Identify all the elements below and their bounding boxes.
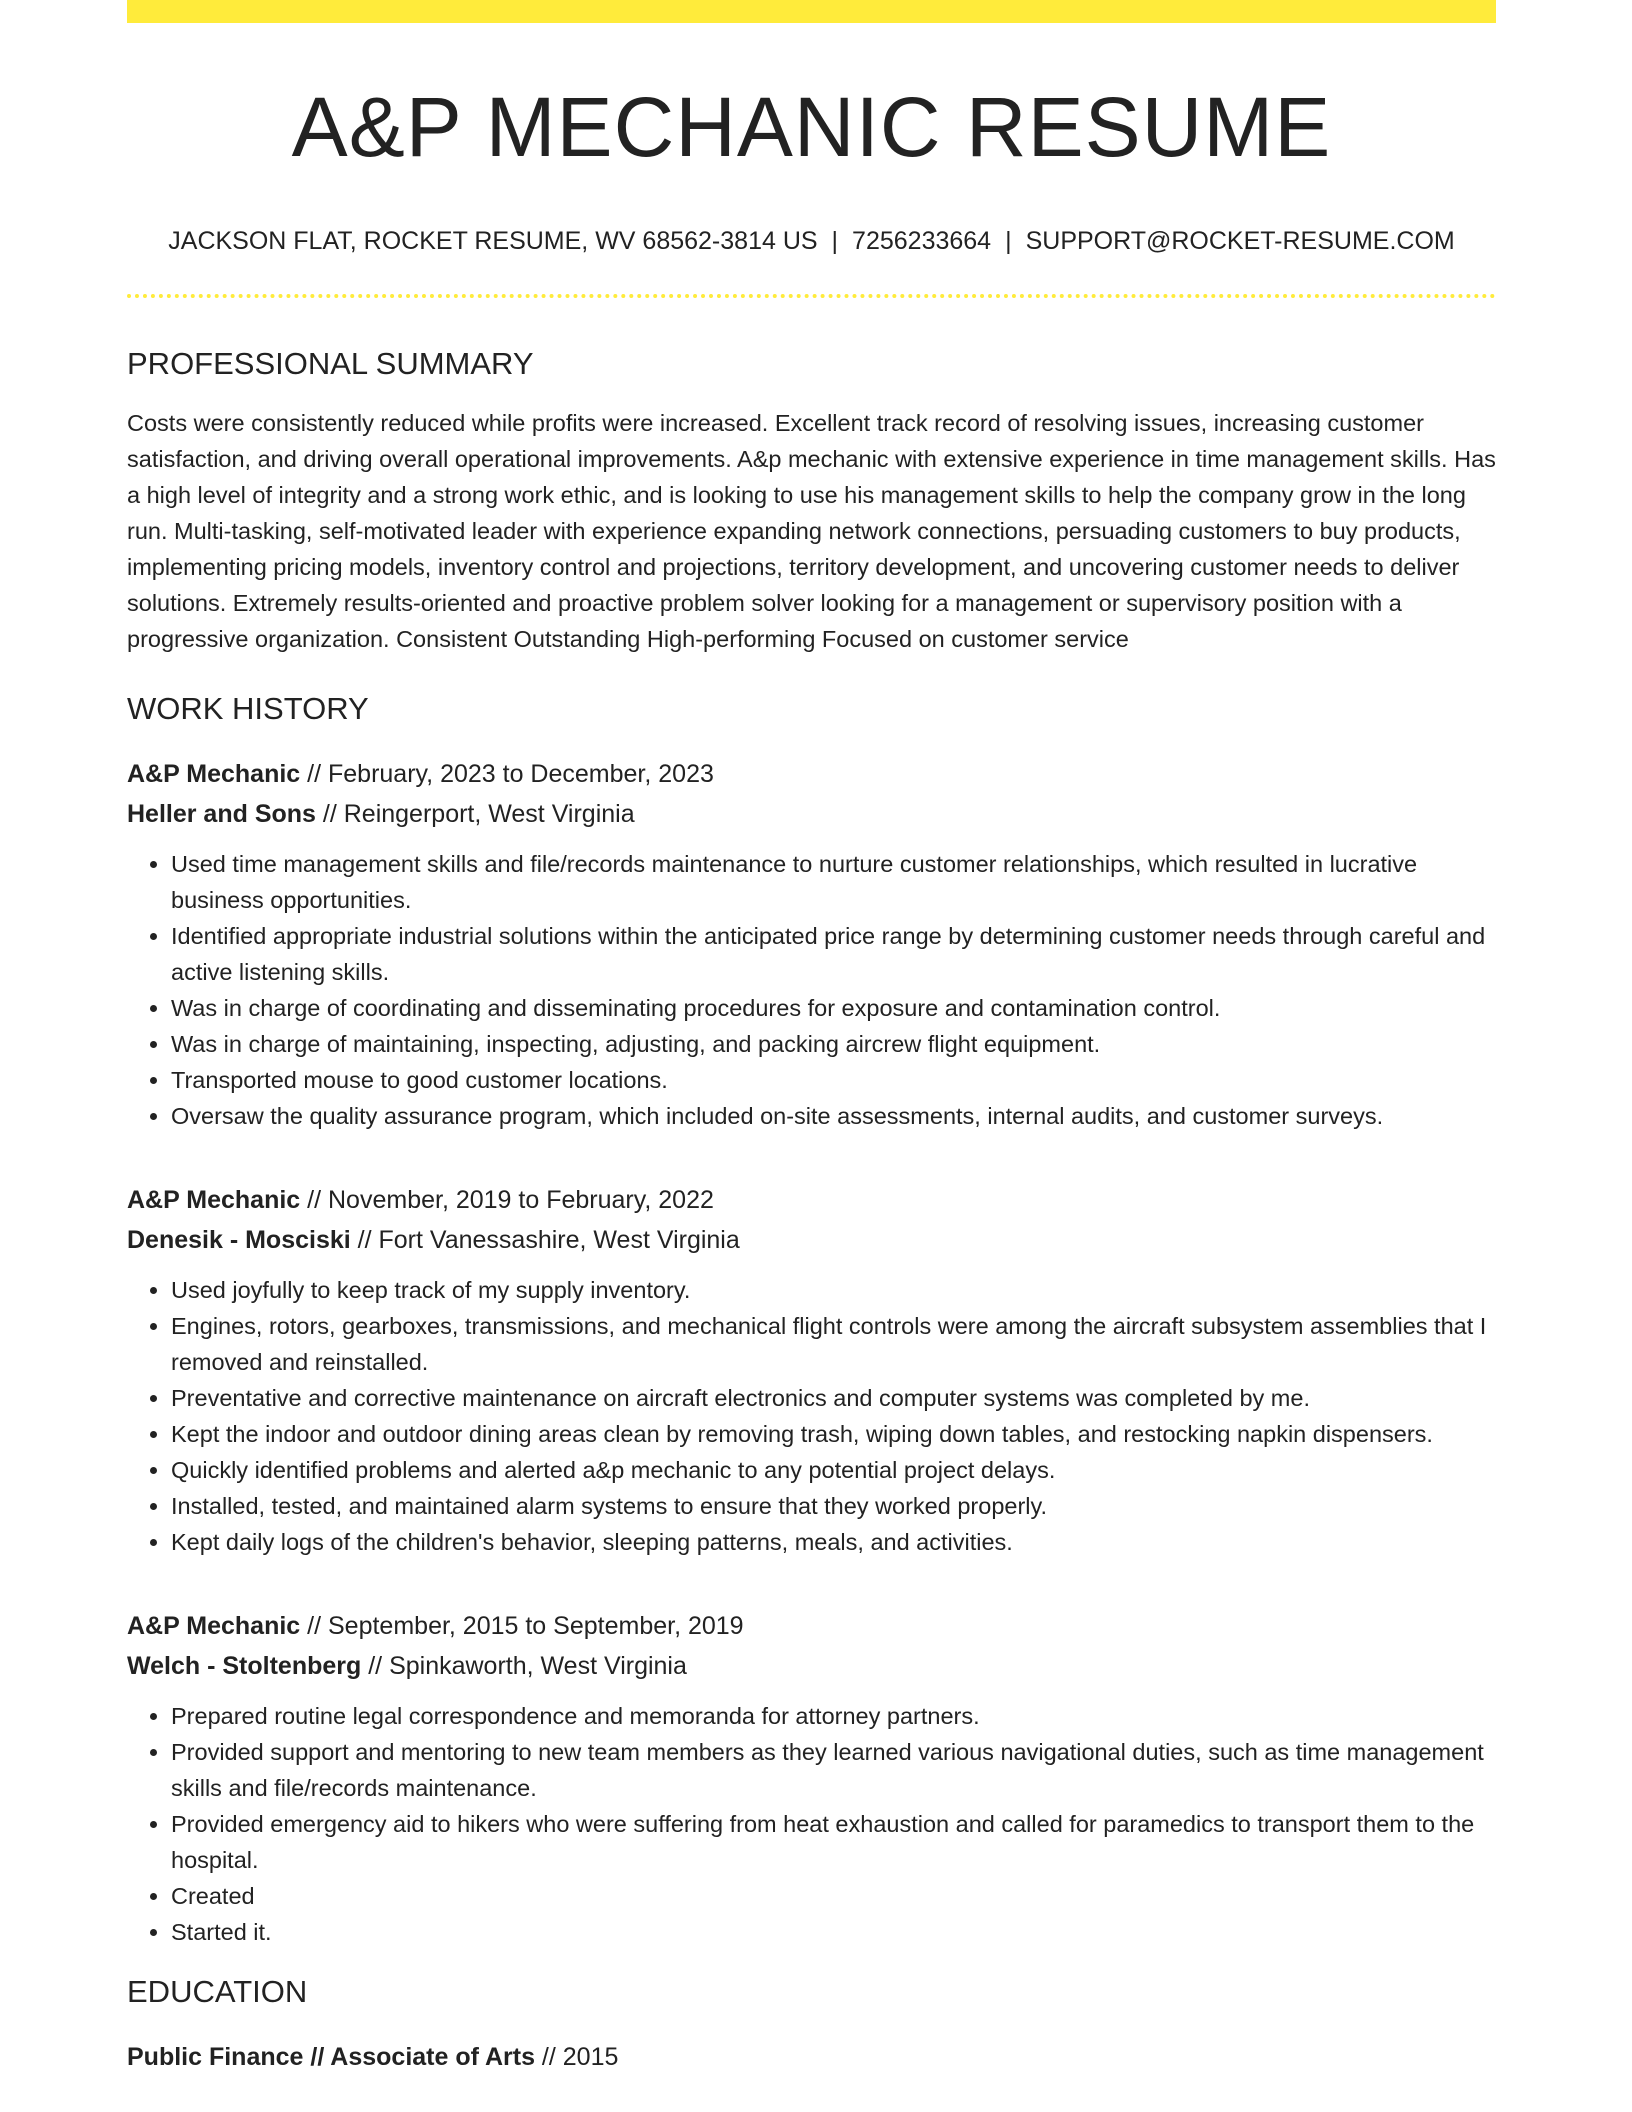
job-location: // Fort Vanessashire, West Virginia <box>350 1226 740 1254</box>
job-dates: // September, 2015 to September, 2019 <box>300 1612 744 1640</box>
job-bullets <box>127 1272 1496 1560</box>
job-bullet: • Identified appropriate industrial solutions within the anticipated price range by determining customer needs through careful and active listening skills. <box>171 918 1496 990</box>
job-bullet: • Preventative and corrective maintenance on aircraft electronics and computer systems was completed by me. <box>171 1380 1496 1416</box>
job-role: A&P Mechanic <box>127 1186 301 1214</box>
contact-address: JACKSON FLAT, ROCKET RESUME, WV 68562-3814 US <box>168 227 818 255</box>
job-entry <box>127 1180 1496 1560</box>
job-bullets <box>127 1698 1496 1950</box>
job-company: Denesik - Mosciski <box>127 1226 351 1254</box>
job-bullet: • Was in charge of coordinating and disseminating procedures for exposure and contamination control. <box>171 990 1496 1026</box>
education-year: // 2015 <box>534 2043 619 2071</box>
work-history-heading: WORK HISTORY <box>127 691 369 726</box>
job-bullet: • Kept the indoor and outdoor dining areas clean by removing trash, wiping down tables, and restocking napkin dispensers. <box>171 1416 1496 1452</box>
contact-separator: | <box>831 227 839 255</box>
job-dates: // November, 2019 to February, 2022 <box>300 1186 714 1214</box>
job-bullets <box>127 846 1496 1134</box>
job-bullet: • Provided support and mentoring to new team members as they learned various navigational duties, such as time management skills and file/records maintenance. <box>171 1734 1496 1806</box>
job-bullet: • Started it. <box>171 1914 1496 1950</box>
job-entry <box>127 754 1496 1134</box>
education-heading: EDUCATION <box>127 1974 308 2009</box>
job-bullet: • Transported mouse to good customer locations. <box>171 1062 1496 1098</box>
job-title-line <box>127 1180 1496 1220</box>
job-bullet: • Provided emergency aid to hikers who were suffering from heat exhaustion and called for paramedics to transport them to the hospital. <box>171 1806 1496 1878</box>
job-bullet: • Installed, tested, and maintained alarm systems to ensure that they worked properly. <box>171 1488 1496 1524</box>
job-bullet: • Used time management skills and file/records maintenance to nurture customer relationships, which resulted in lucrative business opportunities. <box>171 846 1496 918</box>
job-bullet: • Created <box>171 1878 1496 1914</box>
dotted-divider <box>127 294 1496 298</box>
job-entry <box>127 1606 1496 1950</box>
resume-page <box>127 0 1496 2077</box>
job-role: A&P Mechanic <box>127 760 301 788</box>
job-company: Welch - Stoltenberg <box>127 1652 362 1680</box>
accent-top-bar <box>127 0 1496 23</box>
contact-separator: | <box>1005 227 1012 255</box>
job-location: // Spinkaworth, West Virginia <box>361 1652 687 1680</box>
job-title-line <box>127 754 1496 794</box>
contact-line <box>127 229 1496 254</box>
summary-text: Costs were consistently reduced while profits were increased. Excellent track record of resolving issues, increasing customer satisfaction, and driving overall operational improvements. A&p mechanic with extensive experience in time management skills. Has a high level of integrity and a strong work ethic, and is looking to use his management skills to help the company grow in the long run. Multi-tasking, self-motivated leader with experience expanding network connections, persuading customers to buy products, implementing pricing models, inventory control and projections, territory development, and uncovering customer needs to deliver solutions. Extremely results-oriented and proactive problem solver looking for a management or supervisory position with a progressive organization. Consistent Outstanding High-performing Focused on customer service <box>127 410 1496 652</box>
job-bullet: • Kept daily logs of the children's behavior, sleeping patterns, meals, and activities. <box>171 1524 1496 1560</box>
summary-heading: PROFESSIONAL SUMMARY <box>127 346 534 381</box>
contact-phone: 7256233664 <box>852 227 992 255</box>
resume-title: A&P MECHANIC RESUME <box>291 80 1332 174</box>
job-bullet: • Prepared routine legal correspondence and memoranda for attorney partners. <box>171 1698 1496 1734</box>
job-bullet: • Was in charge of maintaining, inspecting, adjusting, and packing aircrew flight equipment. <box>171 1026 1496 1062</box>
education-line <box>127 2037 1496 2077</box>
job-dates: // February, 2023 to December, 2023 <box>300 760 714 788</box>
job-bullet: • Used joyfully to keep track of my supply inventory. <box>171 1272 1496 1308</box>
job-title-line <box>127 1606 1496 1646</box>
job-company-line <box>127 1646 1496 1686</box>
contact-email: SUPPORT@ROCKET-RESUME.COM <box>1025 227 1455 255</box>
job-company-line <box>127 794 1496 834</box>
job-role: A&P Mechanic <box>127 1612 301 1640</box>
job-bullet: • Oversaw the quality assurance program, which included on-site assessments, internal audits, and customer surveys. <box>171 1098 1496 1134</box>
job-company: Heller and Sons <box>127 800 316 828</box>
job-bullet: • Quickly identified problems and alerted a&p mechanic to any potential project delays. <box>171 1452 1496 1488</box>
job-location: // Reingerport, West Virginia <box>315 800 635 828</box>
job-company-line <box>127 1220 1496 1260</box>
job-bullet: • Engines, rotors, gearboxes, transmissions, and mechanical flight controls were among the aircraft subsystem assemblies that I removed and reinstalled. <box>171 1308 1496 1380</box>
education-degree: Public Finance // Associate of Arts <box>127 2043 535 2071</box>
